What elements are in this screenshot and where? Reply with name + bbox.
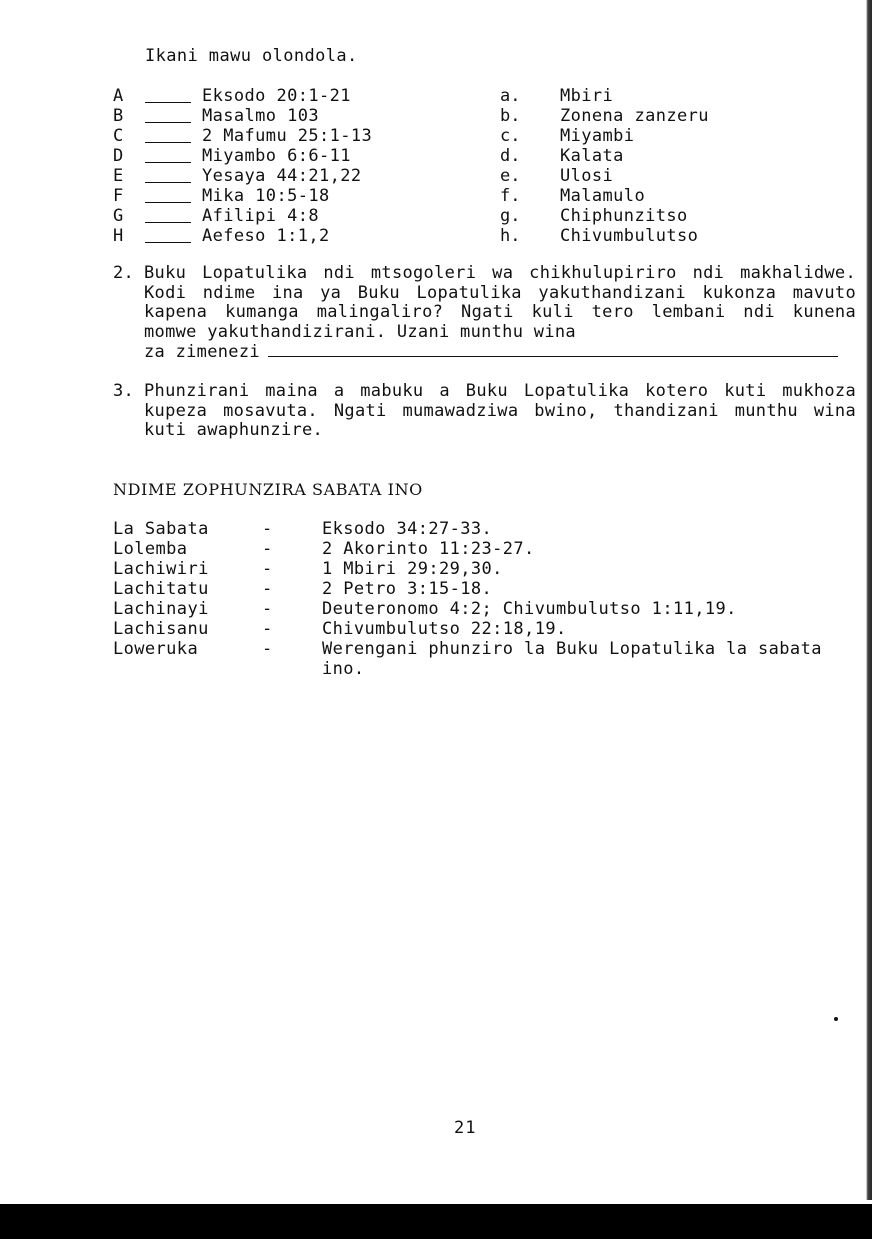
- day-name: Loweruka: [113, 639, 199, 659]
- dash: -: [262, 559, 273, 579]
- dash: -: [262, 599, 273, 619]
- reading-reference: Deuteronomo 4:2; Chivumbulutso 1:11,19.: [322, 599, 737, 619]
- instruction-text: Ikani mawu olondola.: [145, 46, 358, 66]
- option-letter: h.: [500, 226, 521, 246]
- day-name: Lachiwiri: [113, 559, 209, 579]
- reading-reference: Eksodo 34:27-33.: [322, 519, 493, 539]
- item-letter: A: [113, 86, 124, 106]
- question-text: Buku Lopatulika ndi mtsogoleri wa chikhulupiriro ndi makhalidwe. Kodi ndime ina ya Buku Lopatulika yakuthandizani kukonza mavuto kapena kumanga malingaliro? Ngati kuli tero lembani ndi kunena momwe yakuthandizirani. Uzani munthu wina: [144, 263, 856, 342]
- scripture-reference: Yesaya 44:21,22: [202, 166, 362, 186]
- option-letter: c.: [500, 126, 521, 146]
- day-name: La Sabata: [113, 519, 209, 539]
- day-name: Lolemba: [113, 539, 188, 559]
- scan-bottom-border: [0, 1204, 872, 1239]
- answer-blank: [145, 222, 191, 223]
- answer-blank: [145, 242, 191, 243]
- scripture-reference: Afilipi 4:8: [202, 206, 319, 226]
- scripture-reference: Miyambo 6:6-11: [202, 146, 351, 166]
- item-letter: E: [113, 166, 124, 186]
- reading-reference: 1 Mbiri 29:29,30.: [322, 559, 503, 579]
- answer-blank: [145, 142, 191, 143]
- option-text: Chiphunzitso: [560, 206, 688, 226]
- day-name: Lachitatu: [113, 579, 209, 599]
- day-name: Lachinayi: [113, 599, 209, 619]
- option-text: Zonena zanzeru: [560, 106, 709, 126]
- question-number: 2.: [113, 263, 135, 283]
- reading-reference: 2 Petro 3:15-18.: [322, 579, 493, 599]
- scripture-reference: Mika 10:5-18: [202, 186, 330, 206]
- option-text: Malamulo: [560, 186, 646, 206]
- option-letter: g.: [500, 206, 521, 226]
- answer-blank: [145, 202, 191, 203]
- dash: -: [262, 519, 273, 539]
- option-text: Mbiri: [560, 86, 614, 106]
- day-name: Lachisanu: [113, 619, 209, 639]
- scripture-reference: Masalmo 103: [202, 106, 319, 126]
- item-letter: H: [113, 226, 124, 246]
- option-text: Chivumbulutso: [560, 226, 699, 246]
- question-3: [113, 382, 858, 444]
- dash: -: [262, 539, 273, 559]
- item-letter: D: [113, 146, 124, 166]
- dash: -: [262, 579, 273, 599]
- answer-blank: [145, 122, 191, 123]
- scan-speck: [834, 1017, 838, 1021]
- option-text: Miyambi: [560, 126, 635, 146]
- answer-line: [268, 342, 838, 357]
- answer-blank: [145, 162, 191, 163]
- option-text: Ulosi: [560, 166, 614, 186]
- reading-reference: Chivumbulutso 22:18,19.: [322, 619, 567, 639]
- question-2: [113, 264, 858, 364]
- question-number: 3.: [113, 381, 135, 401]
- question-tail: za zimenezi: [144, 342, 260, 362]
- item-letter: G: [113, 206, 124, 226]
- question-text-block: [144, 264, 856, 363]
- scan-edge-shadow: [866, 0, 872, 1200]
- option-letter: d.: [500, 146, 521, 166]
- scripture-reference: 2 Mafumu 25:1-13: [202, 126, 373, 146]
- page-number: 21: [454, 1118, 477, 1138]
- scripture-reference: Eksodo 20:1-21: [202, 86, 351, 106]
- reading-reference: Werengani phunziro la Buku Lopatulika la sabata ino.: [322, 639, 822, 679]
- reading-reference: 2 Akorinto 11:23-27.: [322, 539, 535, 559]
- option-letter: f.: [500, 186, 521, 206]
- option-letter: e.: [500, 166, 521, 186]
- question-text: Phunzirani maina a mabuku a Buku Lopatulika kotero kuti mukhoza kupeza mosavuta. Ngati mumawadziwa bwino, thandizani munthu wina kuti awaphunzire.: [144, 381, 856, 440]
- option-text: Kalata: [560, 146, 624, 166]
- item-letter: B: [113, 106, 124, 126]
- option-letter: b.: [500, 106, 521, 126]
- section-heading: NDIME ZOPHUNZIRA SABATA INO: [113, 480, 423, 499]
- answer-blank: [145, 102, 191, 103]
- dash: -: [262, 639, 273, 659]
- option-letter: a.: [500, 86, 521, 106]
- scripture-reference: Aefeso 1:1,2: [202, 226, 330, 246]
- answer-blank: [145, 182, 191, 183]
- item-letter: F: [113, 186, 124, 206]
- item-letter: C: [113, 126, 124, 146]
- dash: -: [262, 619, 273, 639]
